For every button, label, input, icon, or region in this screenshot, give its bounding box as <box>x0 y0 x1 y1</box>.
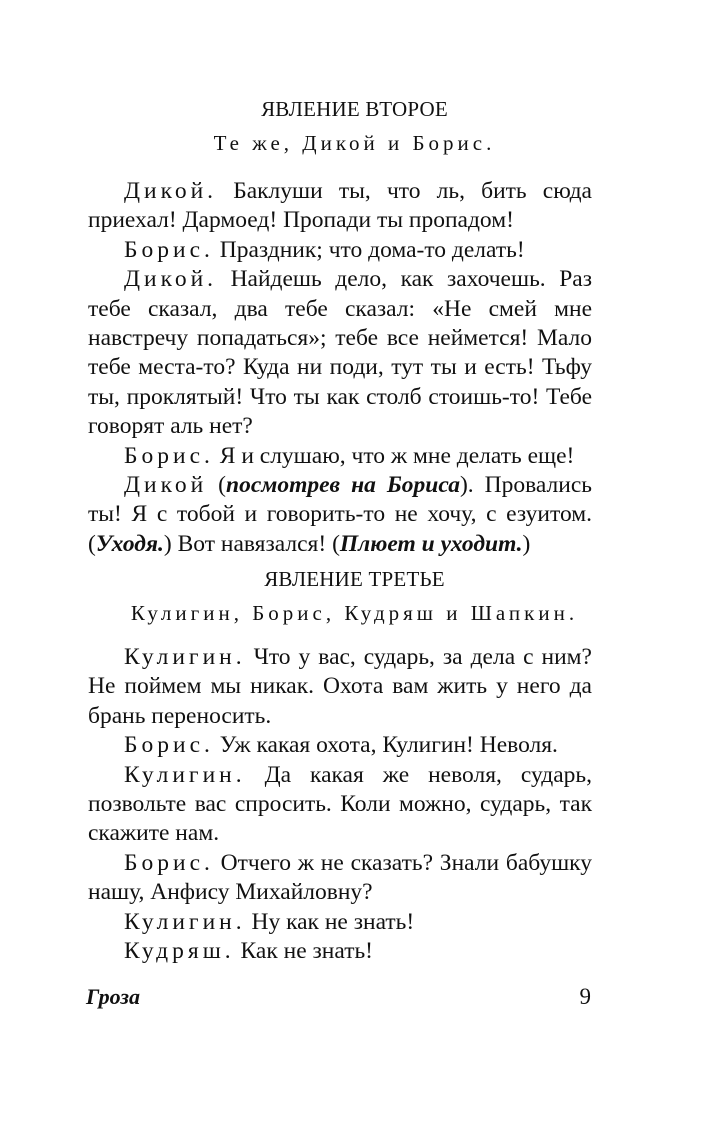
dialogue-line <box>88 265 592 441</box>
line-text: ) <box>522 530 531 557</box>
speaker-name: Кудряш. <box>124 938 235 965</box>
dialogue-line <box>88 761 592 849</box>
speaker-name: Дикой. <box>124 266 218 293</box>
dialogue-line <box>88 937 592 966</box>
speaker-name: Борис. <box>124 849 214 876</box>
line-text: Праздник; что дома-то делать! <box>213 236 525 263</box>
page-number: 9 <box>579 984 591 1009</box>
dialogue-line <box>88 442 592 471</box>
line-text: Да какая же неволя, сударь, позвольте вас спросить. Коли можно, сударь, так скажите нам. <box>88 761 592 847</box>
dialogue-line <box>88 177 592 236</box>
dialogue-line <box>88 849 592 908</box>
speaker-name: Борис. <box>124 732 214 759</box>
dialogue-line <box>88 471 592 559</box>
speaker-name: Дикой. <box>124 178 218 204</box>
line-text: Отчего ж не сказать? Знали бабушку нашу, Анфису Михайловну? <box>88 849 592 906</box>
stage-direction: Уходя. <box>95 530 164 557</box>
line-text: Как не знать! <box>234 938 374 965</box>
speaker-name: Борис. <box>124 442 214 469</box>
stage-direction: посмотрев на Бориса <box>226 472 460 499</box>
line-text: ). Провались ты! Я с тобой и говорить-то не хочу, с езуитом. ( <box>88 472 593 557</box>
dialogue-line <box>88 643 592 731</box>
line-text: Баклуши ты, что ль, бить сюда приехал! Дармоед! Пропади ты пропадом! <box>88 178 592 234</box>
line-text: Что у вас, сударь, за дела с ним? Не поймем мы никак. Охота вам жить у него да брань переносить. <box>88 644 592 729</box>
line-text: Ну как не знать! <box>245 908 415 935</box>
stage-direction: Плюет и уходит. <box>339 530 523 557</box>
line-text: Найдешь дело, как захочешь. Раз тебе сказал, два тебе сказал: «Не смей мне навстречу попадаться»; тебе все неймется! Мало тебе места-то? Куда ни поди, тут ты и есть! Тьфу ты, проклятый! Что ты как столб стоишь-то! Тебе говорят аль нет? <box>88 266 592 440</box>
dialogue-line <box>88 731 592 760</box>
speaker-name: Кулигин. <box>124 761 246 788</box>
dialogue-line <box>88 908 592 937</box>
speaker-name: Борис. <box>124 236 214 263</box>
scene-two-heading: ЯВЛЕНИЕ ВТОРОЕ <box>261 97 448 121</box>
scene-two-dialogue <box>88 177 592 559</box>
speaker-name: Кулигин. <box>124 644 246 670</box>
scene-two-cast: Те же, Дикой и Борис. <box>213 131 496 155</box>
scene-three-heading: ЯВЛЕНИЕ ТРЕТЬЕ <box>264 567 445 591</box>
scene-three-cast: Кулигин, Борис, Кудряш и Шапкин. <box>130 601 579 625</box>
line-text: Я и слушаю, что ж мне делать еще! <box>213 442 575 469</box>
speaker-name: Дикой <box>124 472 208 499</box>
running-footer-title: Гроза <box>86 984 140 1009</box>
scene-three-dialogue <box>88 643 592 966</box>
speaker-name: Кулигин. <box>124 908 246 935</box>
line-text: ) Вот навязался! ( <box>163 530 340 557</box>
line-text: ( <box>207 472 226 499</box>
dialogue-line <box>88 236 592 265</box>
line-text: Уж какая охота, Кулигин! Неволя. <box>213 732 558 759</box>
